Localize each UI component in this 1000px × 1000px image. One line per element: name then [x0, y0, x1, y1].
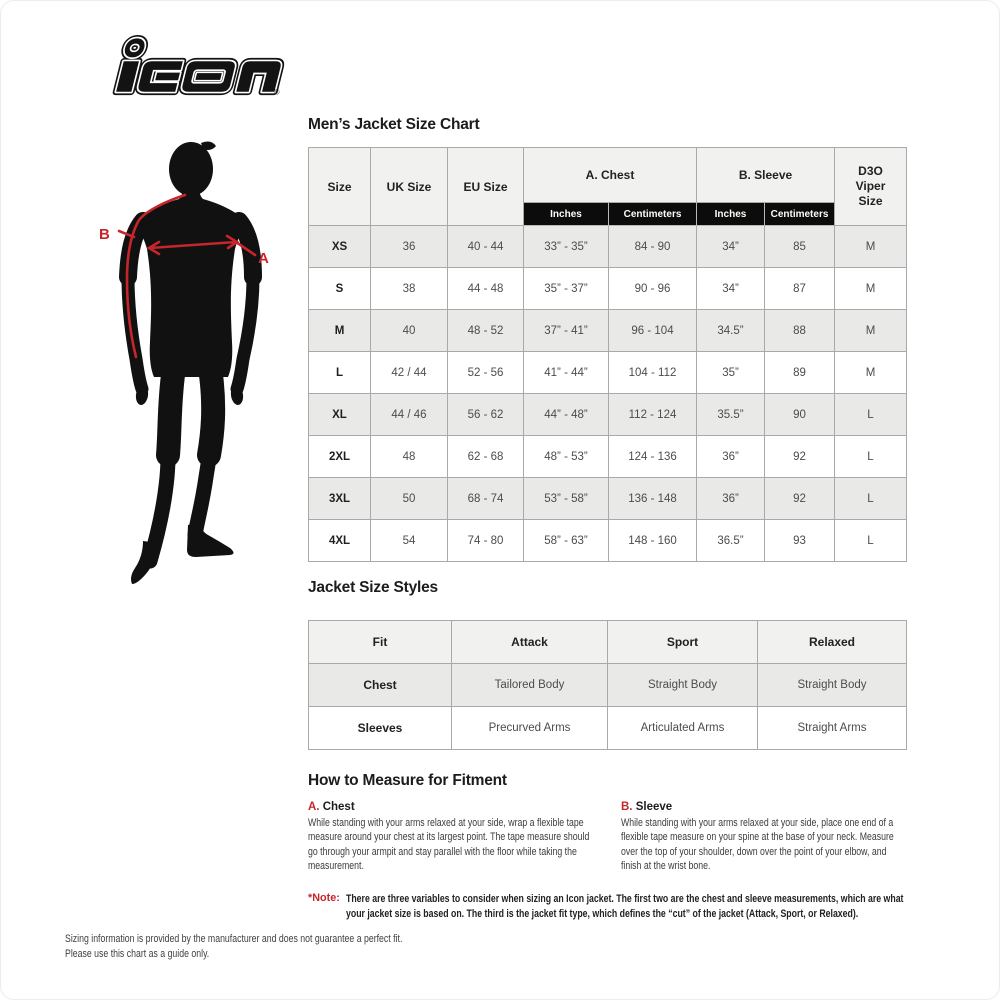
- table-cell: 74 - 80: [448, 520, 524, 562]
- table-cell: 104 - 112: [609, 352, 697, 394]
- table-row: [309, 520, 907, 562]
- table-cell: 124 - 136: [609, 436, 697, 478]
- styles-row-label: Chest: [309, 664, 452, 707]
- table-cell: 48: [371, 436, 448, 478]
- table-cell: 37” - 41”: [524, 310, 609, 352]
- styles-cell: Straight Body: [758, 664, 907, 707]
- table-cell: 34”: [697, 268, 765, 310]
- note-label: *Note:: [308, 892, 340, 904]
- styles-cell: Attack: [452, 621, 608, 664]
- table-cell: 68 - 74: [448, 478, 524, 520]
- table-cell: 38: [371, 268, 448, 310]
- label-a: A: [258, 250, 269, 267]
- table-row: [309, 310, 907, 352]
- col-header-eu-size: EU Size: [448, 148, 524, 226]
- table-cell: 90 - 96: [609, 268, 697, 310]
- measure-sleeve-heading: [621, 801, 973, 813]
- col-header-size: Size: [309, 148, 371, 226]
- table-cell: 89: [765, 352, 835, 394]
- styles-table-title: Jacket Size Styles: [308, 579, 438, 596]
- measure-chest-letter: A.: [308, 801, 320, 813]
- measure-chest-heading: [308, 801, 660, 813]
- table-cell: L: [835, 520, 907, 562]
- table-cell: M: [835, 352, 907, 394]
- table-cell: 136 - 148: [609, 478, 697, 520]
- row-size-label: 2XL: [309, 436, 371, 478]
- table-cell: 41” - 44”: [524, 352, 609, 394]
- table-cell: 92: [765, 478, 835, 520]
- table-cell: 52 - 56: [448, 352, 524, 394]
- table-row: [309, 352, 907, 394]
- silhouette-body: [128, 142, 253, 584]
- table-cell: 40: [371, 310, 448, 352]
- icon-logo: [87, 33, 292, 99]
- table-cell: 42 / 44: [371, 352, 448, 394]
- registered-mark: ®: [273, 87, 280, 97]
- icon-logo-graphic: [87, 33, 292, 99]
- table-cell: M: [835, 268, 907, 310]
- measure-sleeve-name: Sleeve: [635, 801, 673, 813]
- table-cell: 35”: [697, 352, 765, 394]
- table-cell: 35” - 37”: [524, 268, 609, 310]
- footer-disclaimer: [65, 932, 413, 961]
- styles-row: [309, 707, 907, 750]
- table-cell: 36: [371, 226, 448, 268]
- table-cell: 34”: [697, 226, 765, 268]
- table-cell: 36”: [697, 478, 765, 520]
- subheader-sleeve-centimeters: Centimeters: [765, 203, 835, 226]
- table-row: [309, 394, 907, 436]
- measure-section-title: How to Measure for Fitment: [308, 772, 507, 789]
- table-cell: 88: [765, 310, 835, 352]
- styles-cell: Straight Body: [608, 664, 758, 707]
- measure-chest-text: While standing with your arms relaxed at your side, wrap a flexible tape measure around your chest at its largest point. The tape measure should go through your armpit and stay parallel with the floor while taking the measurement.: [308, 817, 590, 873]
- table-cell: M: [835, 226, 907, 268]
- footer-line-1: Sizing information is provided by the manufacturer and does not guarantee a perfect fit.: [65, 933, 403, 945]
- styles-cell: Fit: [309, 621, 452, 664]
- table-cell: 148 - 160: [609, 520, 697, 562]
- table-cell: 44” - 48”: [524, 394, 609, 436]
- footer-line-2: Please use this chart as a guide only.: [65, 947, 210, 960]
- table-cell: L: [835, 394, 907, 436]
- col-header-uk-size: UK Size: [371, 148, 448, 226]
- table-cell: 44 / 46: [371, 394, 448, 436]
- table-cell: 50: [371, 478, 448, 520]
- row-size-label: 4XL: [309, 520, 371, 562]
- measure-sleeve-letter: B.: [621, 801, 633, 813]
- table-cell: M: [835, 310, 907, 352]
- table-cell: 40 - 44: [448, 226, 524, 268]
- table-cell: 93: [765, 520, 835, 562]
- size-chart-title: Men’s Jacket Size Chart: [308, 116, 480, 133]
- col-header-d3o-viper-size: D3O Viper Size: [835, 148, 907, 226]
- styles-cell: Tailored Body: [452, 664, 608, 707]
- row-size-label: S: [309, 268, 371, 310]
- table-cell: 53” - 58”: [524, 478, 609, 520]
- table-cell: 85: [765, 226, 835, 268]
- table-cell: 58” - 63”: [524, 520, 609, 562]
- table-row: [309, 436, 907, 478]
- table-row: [309, 478, 907, 520]
- size-chart-table: [308, 147, 907, 562]
- styles-cell: Sport: [608, 621, 758, 664]
- table-cell: 96 - 104: [609, 310, 697, 352]
- table-cell: 34.5”: [697, 310, 765, 352]
- row-size-label: XS: [309, 226, 371, 268]
- styles-row: [309, 664, 907, 707]
- table-cell: 44 - 48: [448, 268, 524, 310]
- measure-chest-block: [308, 801, 660, 873]
- table-cell: 112 - 124: [609, 394, 697, 436]
- header-row: [309, 148, 907, 203]
- styles-row-label: Sleeves: [309, 707, 452, 750]
- fitment-figure: [87, 137, 306, 595]
- col-header-chest: A. Chest: [524, 148, 697, 203]
- row-size-label: XL: [309, 394, 371, 436]
- table-cell: 36”: [697, 436, 765, 478]
- measure-sleeve-block: [621, 801, 973, 873]
- human-silhouette: [87, 137, 306, 595]
- styles-cell: Articulated Arms: [608, 707, 758, 750]
- table-cell: 35.5”: [697, 394, 765, 436]
- subheader-chest-inches: Inches: [524, 203, 609, 226]
- styles-cell: Precurved Arms: [452, 707, 608, 750]
- table-cell: 54: [371, 520, 448, 562]
- label-b: B: [99, 226, 110, 243]
- row-size-label: 3XL: [309, 478, 371, 520]
- sizing-note: [308, 892, 1000, 922]
- row-size-label: L: [309, 352, 371, 394]
- table-cell: L: [835, 436, 907, 478]
- table-row: [309, 226, 907, 268]
- table-cell: 56 - 62: [448, 394, 524, 436]
- table-cell: 87: [765, 268, 835, 310]
- table-cell: 48” - 53”: [524, 436, 609, 478]
- measure-sleeve-text: While standing with your arms relaxed at your side, place one end of a flexible tape measure on your spine at the base of your neck. Measure over the top of your shoulder, down over the point of your elbow, and finish at the wrist bone.: [621, 817, 894, 873]
- measure-chest-name: Chest: [322, 801, 355, 813]
- table-cell: L: [835, 478, 907, 520]
- table-cell: 84 - 90: [609, 226, 697, 268]
- table-cell: 62 - 68: [448, 436, 524, 478]
- styles-cell: Straight Arms: [758, 707, 907, 750]
- table-cell: 92: [765, 436, 835, 478]
- styles-cell: Relaxed: [758, 621, 907, 664]
- row-size-label: M: [309, 310, 371, 352]
- table-cell: 36.5”: [697, 520, 765, 562]
- col-header-sleeve: B. Sleeve: [697, 148, 835, 203]
- table-cell: 90: [765, 394, 835, 436]
- table-cell: 48 - 52: [448, 310, 524, 352]
- subheader-chest-centimeters: Centimeters: [609, 203, 697, 226]
- table-cell: 33” - 35”: [524, 226, 609, 268]
- table-row: [309, 268, 907, 310]
- note-text: There are three variables to consider when sizing an Icon jacket. The first two are the chest and sleeve measurements, which are what your jacket size is based on. The third is the jacket fit type, which defines the “cut” of the jacket (Attack, Sport, or Relaxed).: [346, 893, 904, 921]
- styles-header-row: [309, 621, 907, 664]
- subheader-sleeve-inches: Inches: [697, 203, 765, 226]
- jacket-size-styles-table: [308, 620, 907, 750]
